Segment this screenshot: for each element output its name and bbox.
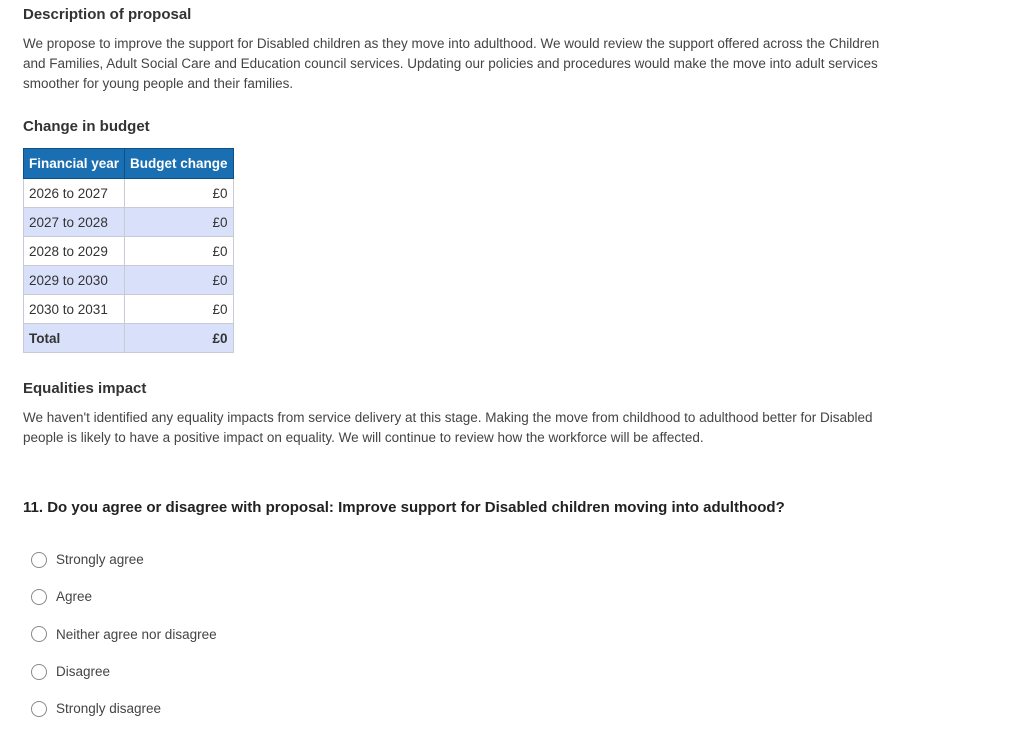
budget-change-cell: £0: [125, 295, 234, 324]
equalities-heading: Equalities impact: [23, 380, 147, 397]
table-row: [24, 179, 234, 208]
option-label: Disagree: [56, 664, 111, 680]
table-row: [24, 266, 234, 295]
option-label: Strongly disagree: [56, 701, 162, 717]
option-agree[interactable]: [31, 578, 217, 615]
financial-year-cell: 2028 to 2029: [24, 237, 125, 266]
option-label: Strongly agree: [56, 552, 144, 568]
option-label: Neither agree nor disagree: [56, 626, 217, 642]
radio-button[interactable]: [31, 626, 47, 642]
total-label-cell: Total: [24, 324, 125, 353]
total-amount-cell: £0: [125, 324, 234, 353]
budget-change-cell: £0: [125, 266, 234, 295]
radio-button[interactable]: [31, 552, 47, 568]
description-text: We propose to improve the support for Disabled children as they move into adulthood. We would review the support offered across the Children and Families, Adult Social Care and Education council services. Updating our policies and procedures would make the move into adult services smoother for young people and their families.: [23, 36, 880, 91]
question-title: 11. Do you agree or disagree with proposal: Improve support for Disabled children moving into adulthood?: [23, 499, 785, 516]
option-neither[interactable]: [31, 616, 217, 653]
option-label: Agree: [56, 589, 93, 605]
radio-button[interactable]: [31, 589, 47, 605]
table-total-row: [24, 324, 234, 353]
answer-radio-group: [31, 541, 217, 727]
table-row: [24, 295, 234, 324]
budget-change-cell: £0: [125, 208, 234, 237]
column-header-budget-change: Budget change: [125, 149, 234, 179]
budget-table-header-row: [24, 149, 234, 179]
budget-change-cell: £0: [125, 179, 234, 208]
option-disagree[interactable]: [31, 653, 217, 690]
radio-button[interactable]: [31, 701, 47, 717]
table-row: [24, 208, 234, 237]
financial-year-cell: 2030 to 2031: [24, 295, 125, 324]
budget-change-cell: £0: [125, 237, 234, 266]
radio-button[interactable]: [31, 664, 47, 680]
option-strongly-disagree[interactable]: [31, 690, 217, 727]
table-row: [24, 237, 234, 266]
financial-year-cell: 2026 to 2027: [24, 179, 125, 208]
option-strongly-agree[interactable]: [31, 541, 217, 578]
budget-heading: Change in budget: [23, 118, 150, 135]
budget-table: [23, 148, 234, 353]
financial-year-cell: 2029 to 2030: [24, 266, 125, 295]
equalities-text: We haven't identified any equality impacts from service delivery at this stage. Making the move from childhood to adulthood better for Disabled people is likely to have a positive impact on equality. We will continue to review how the workforce will be affected.: [23, 410, 873, 445]
description-heading: Description of proposal: [23, 6, 192, 23]
financial-year-cell: 2027 to 2028: [24, 208, 125, 237]
column-header-financial-year: Financial year: [24, 149, 125, 179]
